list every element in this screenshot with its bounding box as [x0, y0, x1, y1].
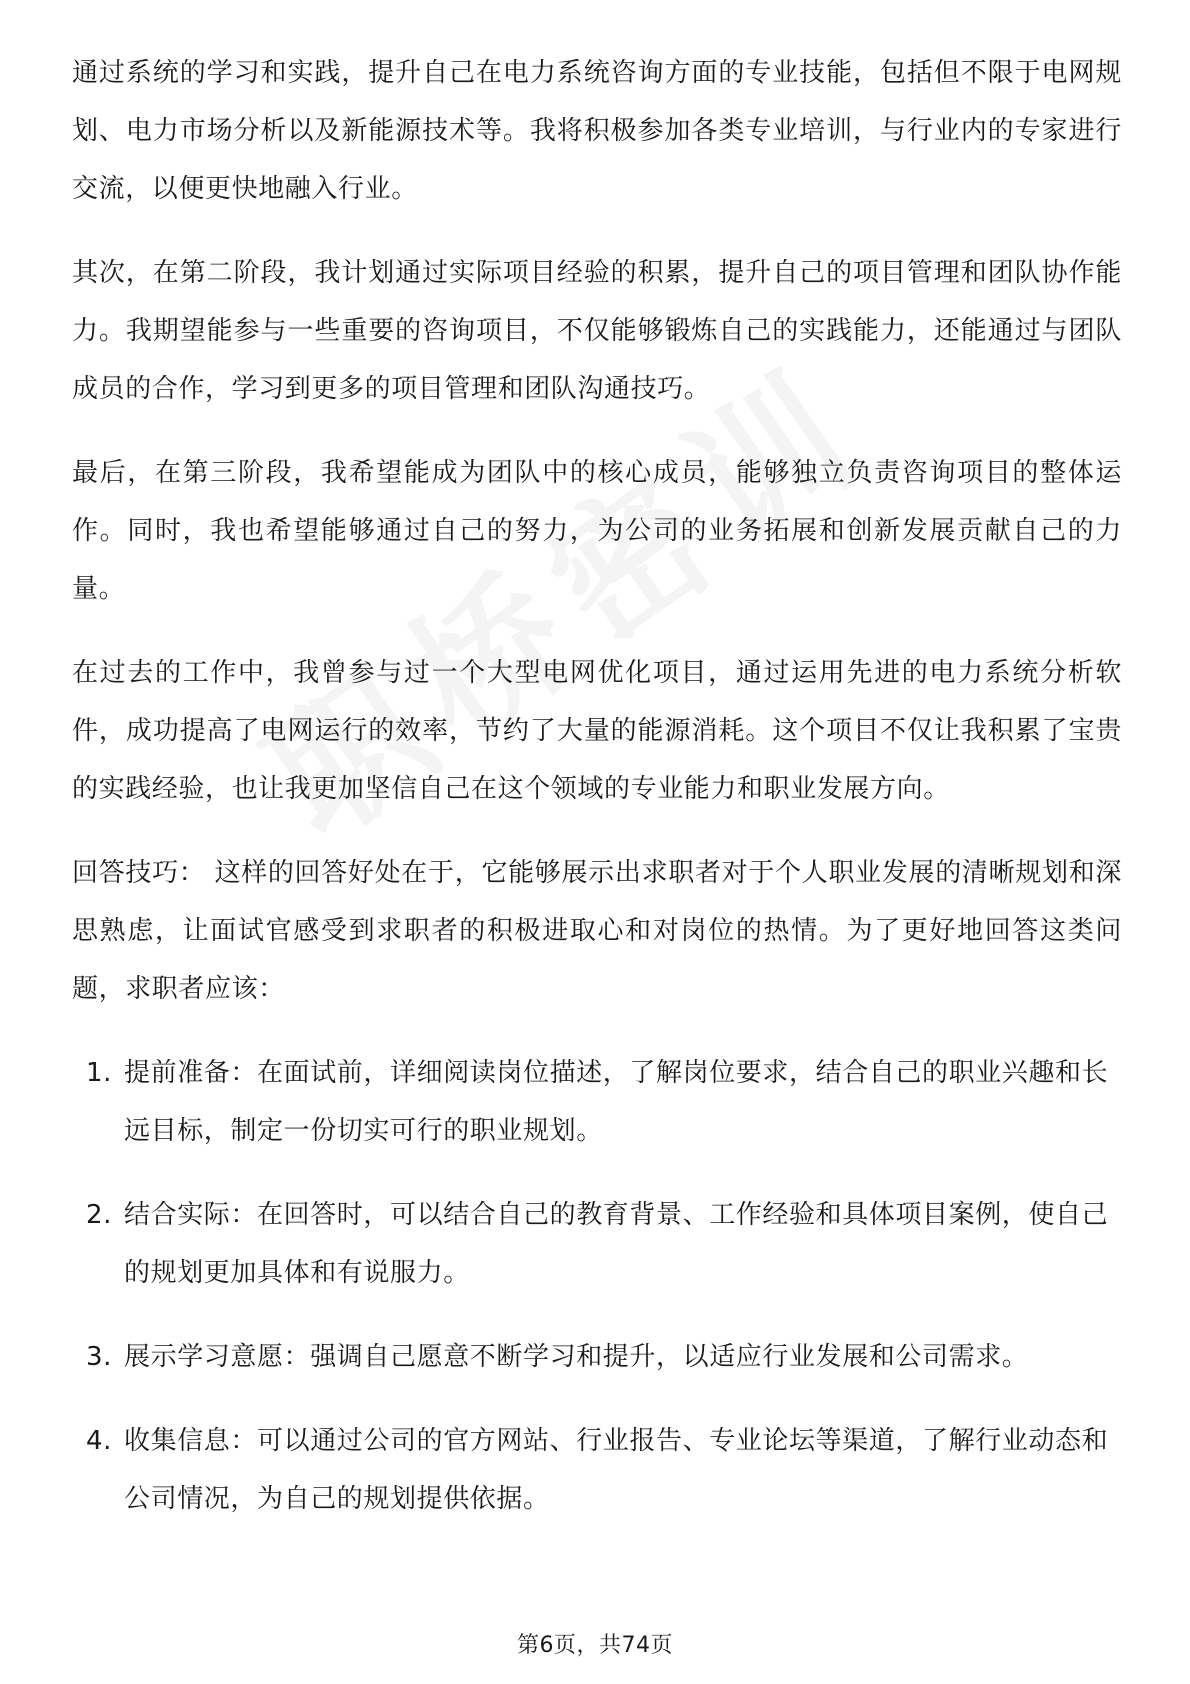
- page-number-footer: 第6页，共74页: [517, 1633, 673, 1658]
- list-item-number: 3.: [86, 1342, 113, 1372]
- paragraph-stage-two: 其次，在第二阶段，我计划通过实际项目经验的积累，提升自己的项目管理和团队协作能力。我期望能参与一些重要的咨询项目，不仅能够锻炼自己的实践能力，还能通过与团队成员的合作，学习到更多的项目管理和团队沟通技巧。: [72, 258, 1122, 404]
- tips-list: [72, 1044, 1122, 1528]
- list-item: [72, 1186, 1122, 1302]
- paragraph-answer-tips: 回答技巧： 这样的回答好处在于，它能够展示出求职者对于个人职业发展的清晰规划和深思熟虑，让面试官感受到求职者的积极进取心和对岗位的热情。为了更好地回答这类问题，求职者应该：: [72, 858, 1122, 1004]
- paragraph-stage-three: 最后，在第三阶段，我希望能成为团队中的核心成员，能够独立负责咨询项目的整体运作。同时，我也希望能够通过自己的努力，为公司的业务拓展和创新发展贡献自己的力量。: [72, 458, 1122, 604]
- list-item-text: 提前准备：在面试前，详细阅读岗位描述，了解岗位要求，结合自己的职业兴趣和长远目标，制定一份切实可行的职业规划。: [124, 1058, 1109, 1146]
- list-item: [72, 1412, 1122, 1528]
- list-item: [72, 1328, 1122, 1386]
- list-item-text: 结合实际：在回答时，可以结合自己的教育背景、工作经验和具体项目案例，使自己的规划更加具体和有说服力。: [124, 1200, 1109, 1288]
- page-content: [72, 44, 1122, 1554]
- list-item-number: 1.: [86, 1058, 113, 1088]
- list-item-text: 收集信息：可以通过公司的官方网站、行业报告、专业论坛等渠道，了解行业动态和公司情况，为自己的规划提供依据。: [124, 1426, 1109, 1514]
- list-item-number: 4.: [86, 1426, 113, 1456]
- list-item-text: 展示学习意愿：强调自己愿意不断学习和提升，以适应行业发展和公司需求。: [124, 1342, 1029, 1372]
- paragraph-skills: 通过系统的学习和实践，提升自己在电力系统咨询方面的专业技能，包括但不限于电网规划、电力市场分析以及新能源技术等。我将积极参加各类专业培训，与行业内的专家进行交流，以便更快地融入行业。: [72, 58, 1122, 204]
- paragraph-past-work: 在过去的工作中，我曾参与过一个大型电网优化项目，通过运用先进的电力系统分析软件，成功提高了电网运行的效率，节约了大量的能源消耗。这个项目不仅让我积累了宝贵的实践经验，也让我更加坚信自己在这个领域的专业能力和职业发展方向。: [72, 658, 1122, 804]
- list-item-number: 2.: [86, 1200, 113, 1230]
- list-item: [72, 1044, 1122, 1160]
